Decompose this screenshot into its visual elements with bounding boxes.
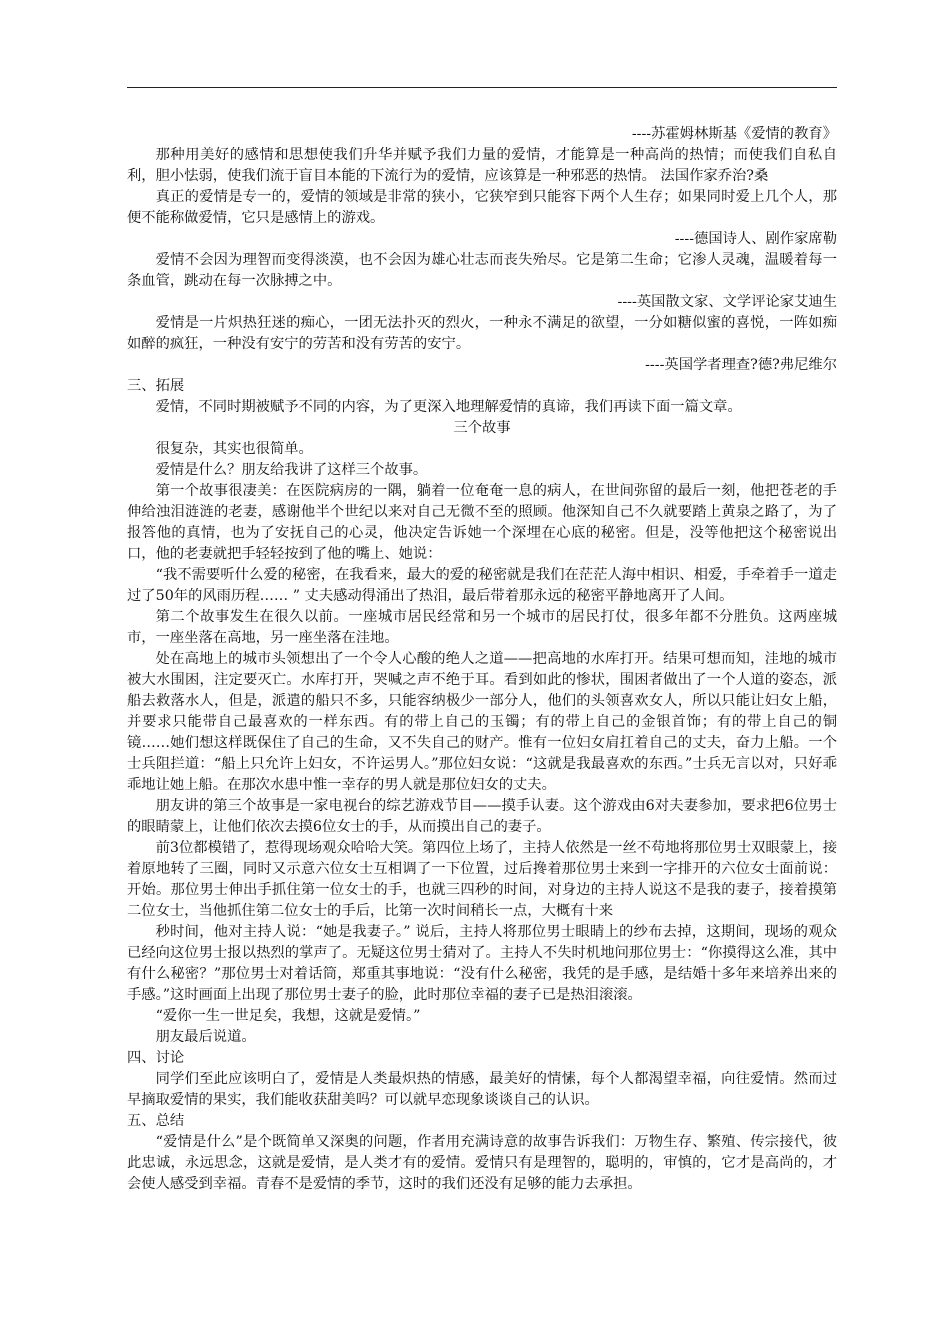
attribution-sukhomlinsky: ----苏霍姆林斯基《爱情的教育》 (631, 126, 837, 142)
header-rule (127, 87, 837, 88)
body-paragraph: 秒时间，他对主持人说：“她是我妻子。” 说后，主持人将那位男士眼睛上的纱布去掉，这期间，现场的观众已经向这位男士报以热烈的掌声了。无疑这位男士猜对了。主持人不失时机地问那位男士：“你摸得这么准，其中有什么秘密？”那位男士对着话筒，郑重其事地说：“没有什么秘密，我凭的是手感，是结婚十多年来培养出来的手感。”这时画面上出现了那位男士妻子的脸，此时那位幸福的妻子已是热泪滚滚。 (127, 924, 837, 1003)
body-paragraph: “爱你一生一世足矣，我想，这就是爱情。” (155, 1008, 421, 1024)
body-paragraph: 朋友最后说道。 (155, 1029, 256, 1045)
body-paragraph: 处在高地上的城市头领想出了一个令人心酸的绝人之道——把高地的水库打开。结果可想而知，洼地的城市被大水围困，注定要灭亡。水库打开，哭喊之声不绝于耳。看到如此的惨状，围困者做出了一个人道的姿态，派船去救落水人，但是，派遣的船只不多，只能容纳极少一部分人，他们的头领喜欢女人，所以只能让妇女上船，并要求只能带自己最喜欢的一样东西。有的带上自己的玉镯；有的带上自己的金银首饰；有的带上自己的铜镜……她们想这样既保住了自己的生命，又不失自己的财产。惟有一位妇女肩扛着自己的丈夫，奋力上船。一个士兵阻拦道：“船上只允许上妇女，不许运男人。”那位妇女说：“这就是我最喜欢的东西。”士兵无言以对，只好乖乖地让她上船。在那次水患中惟一幸存的男人就是那位妇女的丈夫。 (127, 651, 837, 793)
quote-paragraph: 那种用美好的感情和思想使我们升华并赋予我们力量的爱情，才能算是一种高尚的热情；而使我们自私自利，胆小怯弱，使我们流于盲目本能的下流行为的爱情，应该算是一种邪恶的热情。 法国作家乔治?桑 (127, 147, 837, 184)
body-paragraph: “我不需要听什么爱的秘密，在我看来，最大的爱的秘密就是我们在茫茫人海中相识、相爱，手牵着手一道走过了50年的风雨历程…… ” 丈夫感动得涌出了热泪，最后带着那永远的秘密平静地离开了人间。 (127, 567, 837, 604)
body-paragraph: 同学们至此应该明白了，爱情是人类最炽热的情感，最美好的情愫，每个人都渴望幸福，向往爱情。然而过早摘取爱情的果实，我们能收获甜美吗？可以就早恋现象谈谈自己的认识。 (127, 1071, 837, 1108)
attribution-furnivall: ----英国学者理查?德?弗尼维尔 (645, 357, 837, 373)
body-paragraph: 前3位都模错了，惹得现场观众哈哈大笑。第四位上场了，主持人依然是一丝不苟地将那位男士双眼蒙上，接着原地转了三圈，同时又示意六位女士互相调了一下位置，过后搀着那位男士来到一字排开的六位女士面前说：开始。那位男士伸出手抓住第一位女士的手，也就三四秒的时间，对身边的主持人说这不是我的妻子，接着摸第二位女士，当他抓住第二位女士的手后，比第一次时间稍长一点，大概有十来 (127, 840, 837, 919)
body-paragraph: “爱情是什么”是个既简单又深奥的问题，作者用充满诗意的故事告诉我们：万物生存、繁殖、传宗接代，彼此忠诚，永远思念，这就是爱情，是人类才有的爱情。爱情只有是理智的，聪明的，审慎的，它才是高尚的，才会使人感受到幸福。青春不是爱情的季节，这时的我们还没有足够的能力去承担。 (127, 1134, 837, 1192)
body-paragraph: 爱情是什么？朋友给我讲了这样三个故事。 (155, 462, 428, 478)
body-paragraph: 第一个故事很凄美：在医院病房的一隅，躺着一位奄奄一息的病人，在世间弥留的最后一刻，他把苍老的手伸给浊泪涟涟的老妻，感谢他半个世纪以来对自己无微不至的照顾。他深知自己不久就要踏上黄泉之路了，为了报答他的真情，也为了安抚自己的心灵，他决定告诉她一个深埋在心底的秘密。但是，没等他把这个秘密说出口，他的老妻就把手轻轻按到了他的嘴上、她说： (127, 483, 837, 562)
attribution-schiller: ----德国诗人、剧作家席勒 (674, 231, 837, 247)
body-paragraph: 第二个故事发生在很久以前。一座城市居民经常和另一个城市的居民打仗，很多年都不分胜负。这两座城市，一座坐落在高地，另一座坐落在洼地。 (127, 609, 837, 646)
section-heading-summary: 五、总结 (127, 1113, 185, 1129)
section-heading-discussion: 四、讨论 (127, 1050, 185, 1066)
body-paragraph: 爱情，不同时期被赋予不同的内容，为了更深入地理解爱情的真谛，我们再读下面一篇文章。 (155, 399, 742, 415)
body-paragraph: 很复杂，其实也很简单。 (155, 441, 313, 457)
body-paragraph: 朋友讲的第三个故事是一家电视台的综艺游戏节目——摸手认妻。这个游戏由6对夫妻参加，要求把6位男士的眼睛蒙上，让他们依次去摸6位女士的手，从而摸出自己的妻子。 (127, 798, 837, 835)
attribution-addison: ----英国散文家、文学评论家艾迪生 (617, 294, 837, 310)
document-body (127, 124, 837, 1195)
story-title: 三个故事 (453, 420, 511, 436)
quote-paragraph: 爱情是一片炽热狂迷的痴心，一团无法扑灭的烈火，一种永不满足的欲望，一分如糖似蜜的喜悦，一阵如痴如醉的疯狂，一种没有安宁的劳苦和没有劳苦的安宁。 (127, 315, 837, 352)
quote-paragraph: 真正的爱情是专一的，爱情的领域是非常的狭小，它狭窄到只能容下两个人生存；如果同时爱上几个人，那便不能称做爱情，它只是感情上的游戏。 (127, 189, 837, 226)
section-heading-expand: 三、拓展 (127, 378, 185, 394)
quote-paragraph: 爱情不会因为理智而变得淡漠，也不会因为雄心壮志而丧失殆尽。它是第二生命；它渗人灵魂，温暖着每一条血管，跳动在每一次脉搏之中。 (127, 252, 837, 289)
